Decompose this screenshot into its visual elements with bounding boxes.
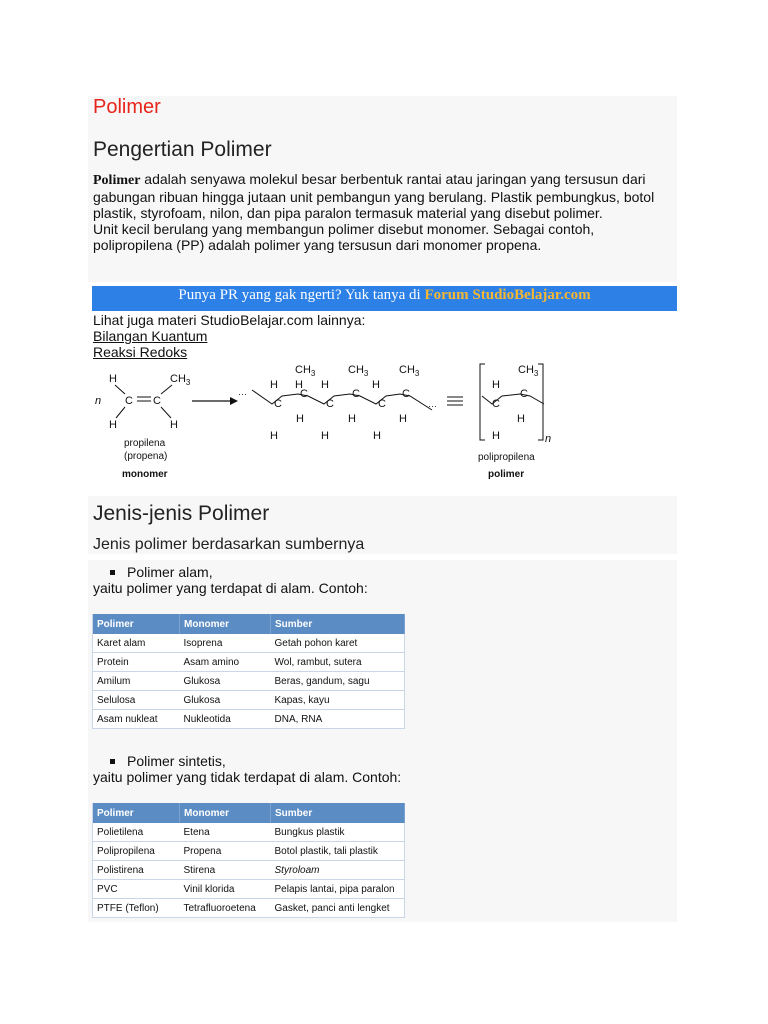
chain-h1: H bbox=[270, 379, 278, 391]
n-coefficient: n bbox=[95, 395, 102, 407]
chain-dots-right: ··· bbox=[428, 401, 437, 411]
table-header-row bbox=[93, 803, 405, 823]
table-cell: Pelapis lantai, pipa paralon bbox=[271, 880, 405, 899]
bullet-natural-label: Polimer alam, bbox=[127, 564, 213, 580]
poly-ch3-label: CH bbox=[518, 364, 534, 376]
banner-text: Punya PR yang gak ngerti? Yuk tanya di bbox=[178, 287, 425, 303]
chain-h10: H bbox=[373, 430, 381, 442]
monomer-h-br: H bbox=[170, 419, 178, 431]
monomer-c1: C bbox=[125, 395, 133, 407]
chain-h2: H bbox=[295, 379, 303, 391]
poly-c2: C bbox=[520, 388, 528, 400]
see-also-label: Lihat juga materi StudioBelajar.com lainnya: bbox=[93, 312, 366, 328]
table-cell: Asam nukleat bbox=[93, 710, 180, 729]
polymerization-diagram bbox=[92, 360, 557, 484]
table-header-row bbox=[93, 614, 405, 634]
table-cell: Kapas, kayu bbox=[271, 691, 405, 710]
table-cell: Polietilena bbox=[93, 823, 180, 842]
monomer-label: monomer bbox=[122, 469, 168, 480]
term-polimer: Polimer bbox=[93, 173, 141, 188]
table-row bbox=[93, 710, 405, 729]
section-heading-definition: Pengertian Polimer bbox=[93, 138, 272, 161]
chain-ch3-2 bbox=[348, 364, 369, 378]
table-row bbox=[93, 880, 405, 899]
chain-ch3-3 bbox=[399, 364, 420, 378]
poly-ch3-sub: 3 bbox=[533, 369, 539, 378]
chain-ch3-1-sub: 3 bbox=[310, 369, 316, 378]
chain-dots-left: ··· bbox=[238, 389, 247, 399]
table-cell: Beras, gandum, sagu bbox=[271, 672, 405, 691]
polymer-label: polimer bbox=[488, 469, 525, 480]
ch3-label: CH bbox=[170, 373, 186, 385]
table-cell: Tetrafluoroetena bbox=[180, 899, 271, 918]
col-header-monomer: Monomer bbox=[180, 803, 271, 823]
chain-h7: H bbox=[399, 413, 407, 425]
col-header-monomer: Monomer bbox=[180, 614, 271, 634]
table-cell: Propena bbox=[180, 842, 271, 861]
col-header-polimer: Polimer bbox=[93, 803, 180, 823]
chain-c6: C bbox=[402, 388, 410, 400]
col-header-sumber: Sumber bbox=[271, 803, 405, 823]
link-bilangan-kuantum[interactable]: Bilangan Kuantum bbox=[93, 328, 208, 344]
ch3-sub: 3 bbox=[185, 378, 191, 387]
table-cell: Asam amino bbox=[180, 653, 271, 672]
table-cell: DNA, RNA bbox=[271, 710, 405, 729]
polymerization-svg bbox=[92, 360, 557, 484]
link-reaksi-redoks[interactable]: Reaksi Redoks bbox=[93, 344, 188, 360]
table-cell: Glukosa bbox=[180, 691, 271, 710]
chain-h3: H bbox=[321, 379, 329, 391]
table-cell: PTFE (Teflon) bbox=[93, 899, 180, 918]
forum-banner bbox=[92, 286, 677, 311]
chain-c4: C bbox=[352, 388, 360, 400]
chain-h6: H bbox=[348, 413, 356, 425]
poly-c1: C bbox=[492, 398, 500, 410]
definition-paragraph bbox=[93, 171, 668, 253]
bullet-synthetic bbox=[110, 753, 226, 769]
chain-ch3-3-sub: 3 bbox=[414, 369, 420, 378]
polymer-name: polipropilena bbox=[478, 452, 535, 463]
bullet-synthetic-label: Polimer sintetis, bbox=[127, 753, 226, 769]
table-cell: Etena bbox=[180, 823, 271, 842]
chain-h5: H bbox=[296, 413, 304, 425]
table-cell: Wol, rambut, sutera bbox=[271, 653, 405, 672]
chain-c3: C bbox=[326, 398, 334, 410]
bullet-square-icon bbox=[110, 570, 115, 575]
chain-h8: H bbox=[270, 430, 278, 442]
section-heading-types: Jenis-jenis Polimer bbox=[93, 502, 270, 525]
table-row bbox=[93, 842, 405, 861]
definition-text: adalah senyawa molekul besar berbentuk rantai atau jaringan yang tersusun dari gabungan ribuan hingga jutaan unit pembangun yang berulang. Plastik pembungkus, botol plastik, styrofoam, nilon, dan pipa paralon termasuk material yang disebut polimer. bbox=[93, 171, 655, 221]
monomer-h-top: H bbox=[109, 373, 117, 385]
col-header-polimer: Polimer bbox=[93, 614, 180, 634]
table-cell: Selulosa bbox=[93, 691, 180, 710]
monomer-text: Unit kecil berulang yang membangun polimer disebut monomer. Sebagai contoh, polipropilena (PP) adalah polimer yang tersusun dari monomer propena. bbox=[93, 221, 595, 253]
monomer-name: propilena bbox=[124, 438, 166, 449]
bullet-square-icon bbox=[110, 759, 115, 764]
table-cell: Styroloam bbox=[271, 861, 405, 880]
chain-c2: C bbox=[300, 388, 308, 400]
poly-h3: H bbox=[492, 430, 500, 442]
poly-h2: H bbox=[517, 413, 525, 425]
chain-c5: C bbox=[378, 398, 386, 410]
chain-ch3-1-label: CH bbox=[295, 364, 311, 376]
polymer-n: n bbox=[545, 433, 552, 445]
table-row bbox=[93, 672, 405, 691]
natural-desc: yaitu polimer yang terdapat di alam. Contoh: bbox=[93, 580, 368, 596]
monomer-alt-name: (propena) bbox=[124, 451, 168, 462]
chain-ch3-2-label: CH bbox=[348, 364, 364, 376]
table-cell: Amilum bbox=[93, 672, 180, 691]
natural-polymer-table bbox=[92, 614, 405, 729]
table-cell: Bungkus plastik bbox=[271, 823, 405, 842]
table-cell: Isoprena bbox=[180, 634, 271, 653]
monomer-ch3 bbox=[170, 373, 191, 387]
monomer-h-bl: H bbox=[109, 419, 117, 431]
forum-link[interactable]: Forum StudioBelajar.com bbox=[424, 287, 591, 303]
chain-ch3-3-label: CH bbox=[399, 364, 415, 376]
synthetic-desc: yaitu polimer yang tidak terdapat di alam. Contoh: bbox=[93, 769, 402, 785]
poly-h1: H bbox=[492, 379, 500, 391]
table-cell: Glukosa bbox=[180, 672, 271, 691]
table-row bbox=[93, 691, 405, 710]
table-cell: PVC bbox=[93, 880, 180, 899]
table-row bbox=[93, 653, 405, 672]
synthetic-polymer-table bbox=[92, 803, 405, 918]
bullet-natural bbox=[110, 564, 213, 580]
table-row bbox=[93, 899, 405, 918]
table-cell: Protein bbox=[93, 653, 180, 672]
chain-ch3-2-sub: 3 bbox=[363, 369, 369, 378]
table-cell: Gasket, panci anti lengket bbox=[271, 899, 405, 918]
table-row bbox=[93, 861, 405, 880]
table-cell: Vinil klorida bbox=[180, 880, 271, 899]
chain-c1: C bbox=[274, 398, 282, 410]
chain-ch3-1 bbox=[295, 364, 316, 378]
col-header-sumber: Sumber bbox=[271, 614, 405, 634]
table-cell: Getah pohon karet bbox=[271, 634, 405, 653]
poly-ch3 bbox=[518, 364, 539, 378]
table-row bbox=[93, 634, 405, 653]
table-cell: Polistirena bbox=[93, 861, 180, 880]
table-cell: Stirena bbox=[180, 861, 271, 880]
chain-h9: H bbox=[321, 430, 329, 442]
table-cell: Karet alam bbox=[93, 634, 180, 653]
table-row bbox=[93, 823, 405, 842]
monomer-c2: C bbox=[153, 395, 161, 407]
table-cell: Polipropilena bbox=[93, 842, 180, 861]
subheading-by-source: Jenis polimer berdasarkan sumbernya bbox=[93, 536, 365, 553]
table-cell: Botol plastik, tali plastik bbox=[271, 842, 405, 861]
chain-h4: H bbox=[372, 379, 380, 391]
page-title: Polimer bbox=[93, 96, 161, 118]
table-cell: Nukleotida bbox=[180, 710, 271, 729]
